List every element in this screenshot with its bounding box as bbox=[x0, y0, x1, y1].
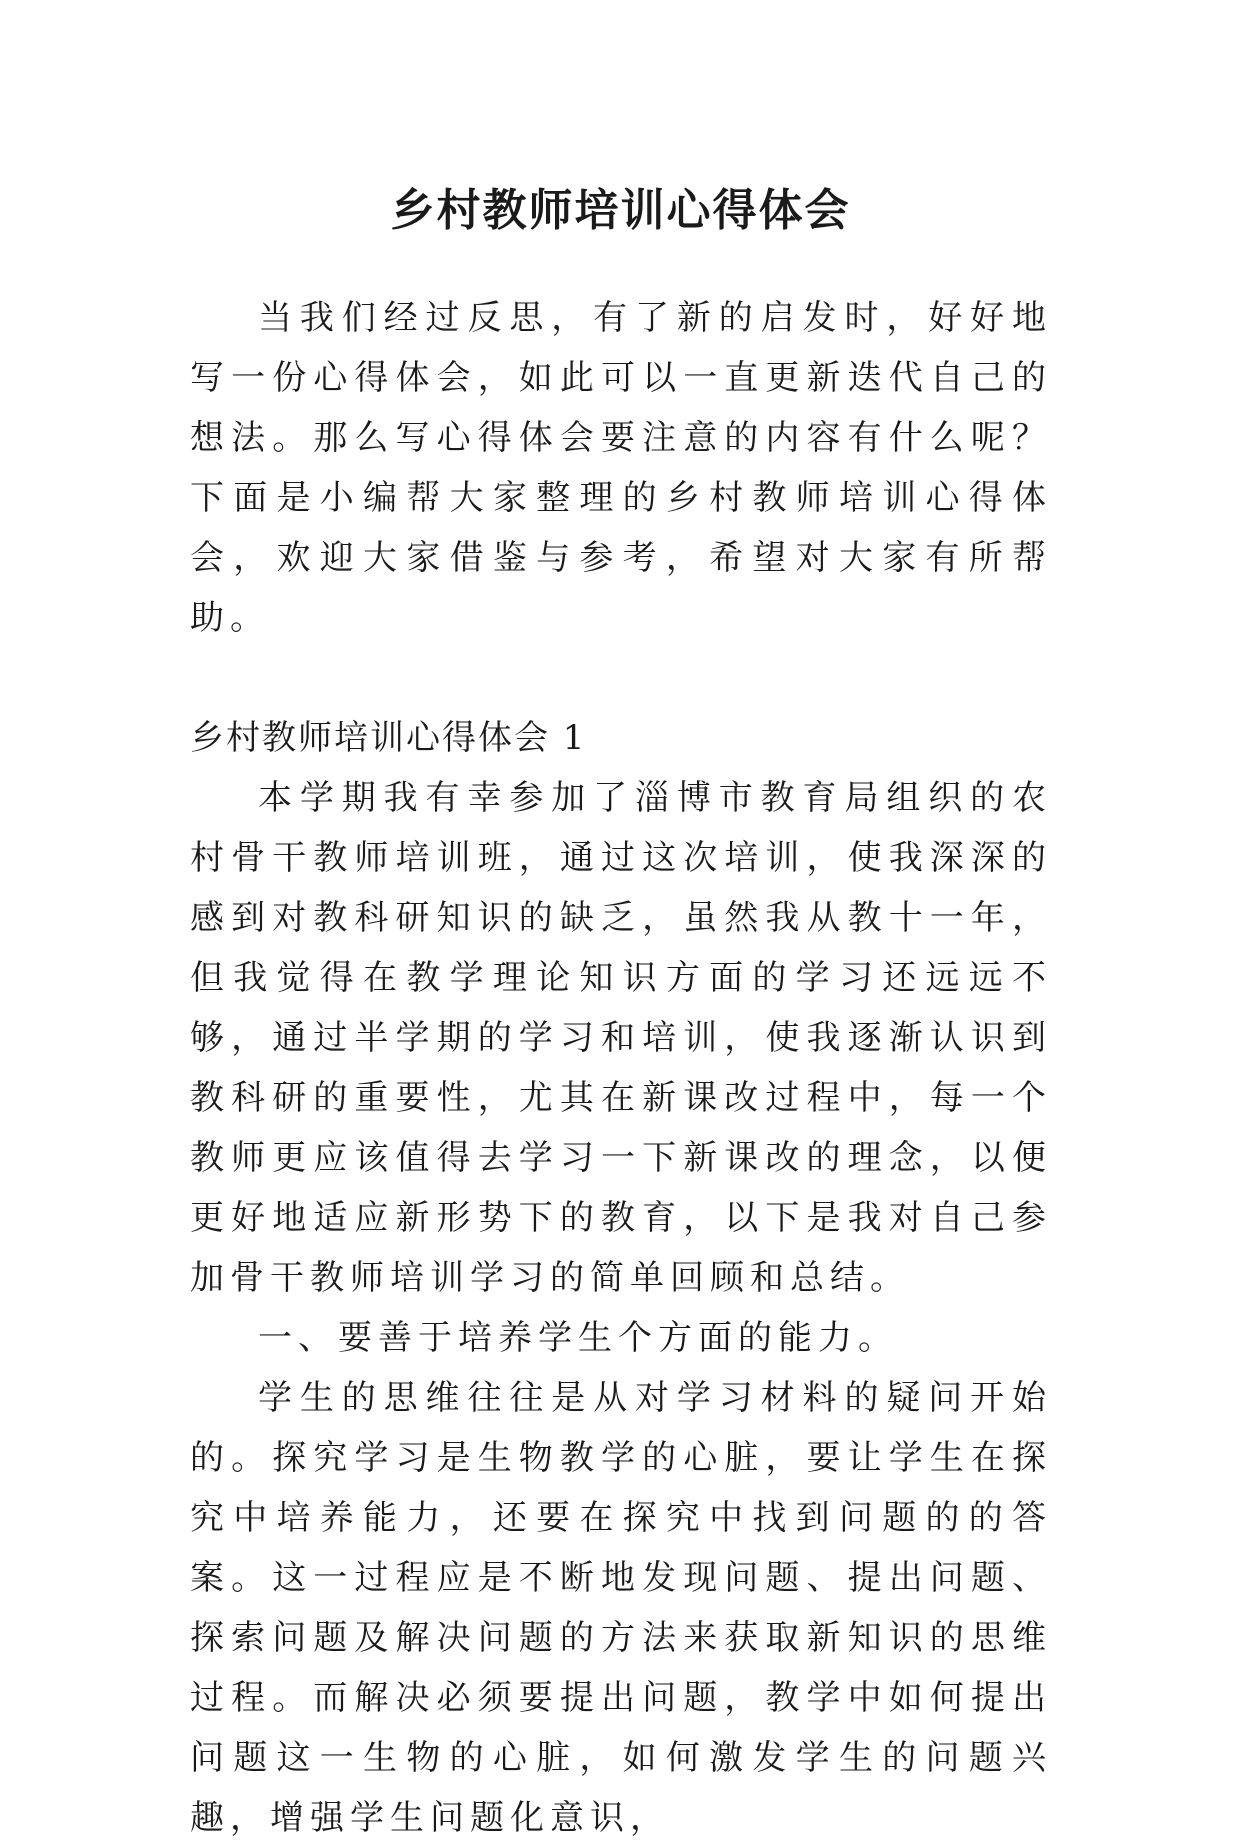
body-paragraph-1: 本学期我有幸参加了淄博市教育局组织的农村骨干教师培训班，通过这次培训，使我深深的感到对教科研知识的缺乏，虽然我从教十一年，但我觉得在教学理论知识方面的学习还远远不够，通过半学期的学习和培训，使我逐渐认识到教科研的重要性，尤其在新课改过程中，每一个教师更应该值得去学习一下新课改的理念，以便更好地适应新形势下的教育，以下是我对自己参加骨干教师培训学习的简单回顾和总结。 bbox=[190, 778, 1052, 1298]
body-paragraph-2: 一、要善于培养学生个方面的能力。 bbox=[258, 1318, 898, 1358]
body-paragraph-3: 学生的思维往往是从对学习材料的疑问开始的。探究学习是生物教学的心脏，要让学生在探究中培养能力，还要在探究中找到问题的的答案。这一过程应是不断地发现问题、提出问题、探索问题及解决问题的方法来获取新知识的思维过程。而解决必须要提出问题，教学中如何提出问题这一生物的心脏，如何激发学生的问题兴趣，增强学生问题化意识， bbox=[190, 1378, 1052, 1838]
document-body bbox=[190, 288, 1052, 1848]
section-heading: 乡村教师培训心得体会 1 bbox=[190, 718, 587, 758]
document-title: 乡村教师培训心得体会 bbox=[390, 185, 851, 237]
intro-paragraph: 当我们经过反思，有了新的启发时，好好地写一份心得体会，如此可以一直更新迭代自己的想法。那么写心得体会要注意的内容有什么呢？下面是小编帮大家整理的乡村教师培训心得体会，欢迎大家借鉴与参考，希望对大家有所帮助。 bbox=[190, 298, 1052, 638]
paragraph-spacer bbox=[190, 648, 1052, 708]
